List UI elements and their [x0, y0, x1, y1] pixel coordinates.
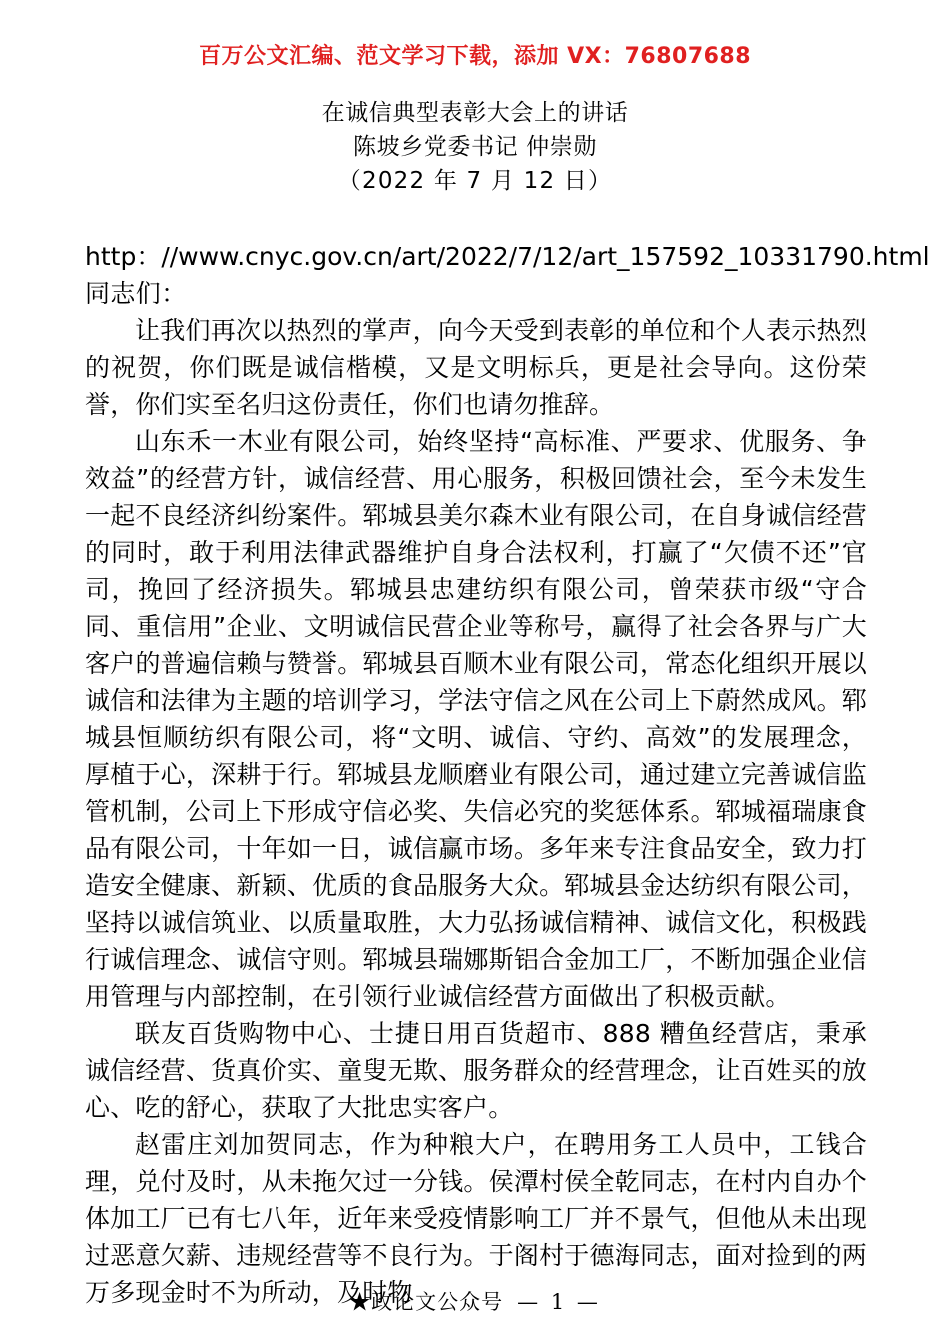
- page-number: — 1 —: [517, 1290, 601, 1314]
- document-title: 在诚信典型表彰大会上的讲话: [321, 100, 629, 126]
- salutation: 同志们：: [85, 279, 187, 308]
- body-paragraph: 山东禾一木业有限公司，始终坚持“高标准、严要求、优服务、争效益”的经营方针，诚信经营、用心服务，积极回馈社会，至今未发生一起不良经济纠纷案件。郓城县美尔森木业有限公司，在自身诚信经营的同时，敢于利用法律武器维护自身合法权利，打赢了“欠债不还”官司，挽回了经济损失。郓城县忠建纺织有限公司，曾荣获市级“守合同、重信用”企业、文明诚信民营企业等称号，赢得了社会各界与广大客户的普遍信赖与赞誉。郓城县百顺木业有限公司，常态化组织开展以诚信和法律为主题的培训学习，学法守信之风在公司上下蔚然成风。郓城县恒顺纺织有限公司，将“文明、诚信、守约、高效”的发展理念，厚植于心，深耕于行。郓城县龙顺磨业有限公司，通过建立完善诚信监管机制，公司上下形成守信必奖、失信必究的奖惩体系。郓城福瑞康食品有限公司，十年如一日，诚信赢市场。多年来专注食品安全，致力打造安全健康、新颖、优质的食品服务大众。郓城县金达纺织有限公司，坚持以诚信筑业、以质量取胜，大力弘扬诚信精神、诚信文化，积极践行诚信理念、诚信守则。郓城县瑞娜斯铝合金加工厂，不断加强企业信用管理与内部控制，在引领行业诚信经营方面做出了积极贡献。: [85, 427, 867, 1011]
- body-paragraph: 联友百货购物中心、士捷日用百货超市、888 糟鱼经营店，秉承诚信经营、货真价实、童叟无欺、服务群众的经营理念，让百姓买的放心、吃的舒心，获取了大批忠实客户。: [85, 1019, 867, 1122]
- page-footer: [0, 1288, 950, 1316]
- footer-mark: ★政论文公众号: [349, 1290, 504, 1314]
- title-block: [0, 96, 950, 198]
- body-paragraph: 赵雷庄刘加贺同志，作为种粮大户，在聘用务工人员中，工钱合理，兑付及时，从未拖欠过一分钱。侯潭村侯全乾同志，在村内自办个体加工厂已有七八年，近年来受疫情影响工厂并不景气，但他从未出现过恶意欠薪、违规经营等不良行为。于阁村于德海同志，面对捡到的两万多现金时不为所动，及时物: [85, 1130, 867, 1307]
- document-byline: 陈坡乡党委书记 仲崇勋: [353, 134, 597, 160]
- document-body: [85, 238, 930, 1311]
- source-url[interactable]: http：//www.cnyc.gov.cn/art/2022/7/12/art_157592_10331790.html: [85, 242, 930, 271]
- promo-banner: 百万公文汇编、范文学习下载，添加 VX：76807688: [198, 44, 752, 69]
- body-paragraph: 让我们再次以热烈的掌声，向今天受到表彰的单位和个人表示热烈的祝贺，你们既是诚信楷模，又是文明标兵，更是社会导向。这份荣誉，你们实至名归这份责任，你们也请勿推辞。: [85, 316, 867, 419]
- document-date: （2022 年 7 月 12 日）: [337, 168, 613, 194]
